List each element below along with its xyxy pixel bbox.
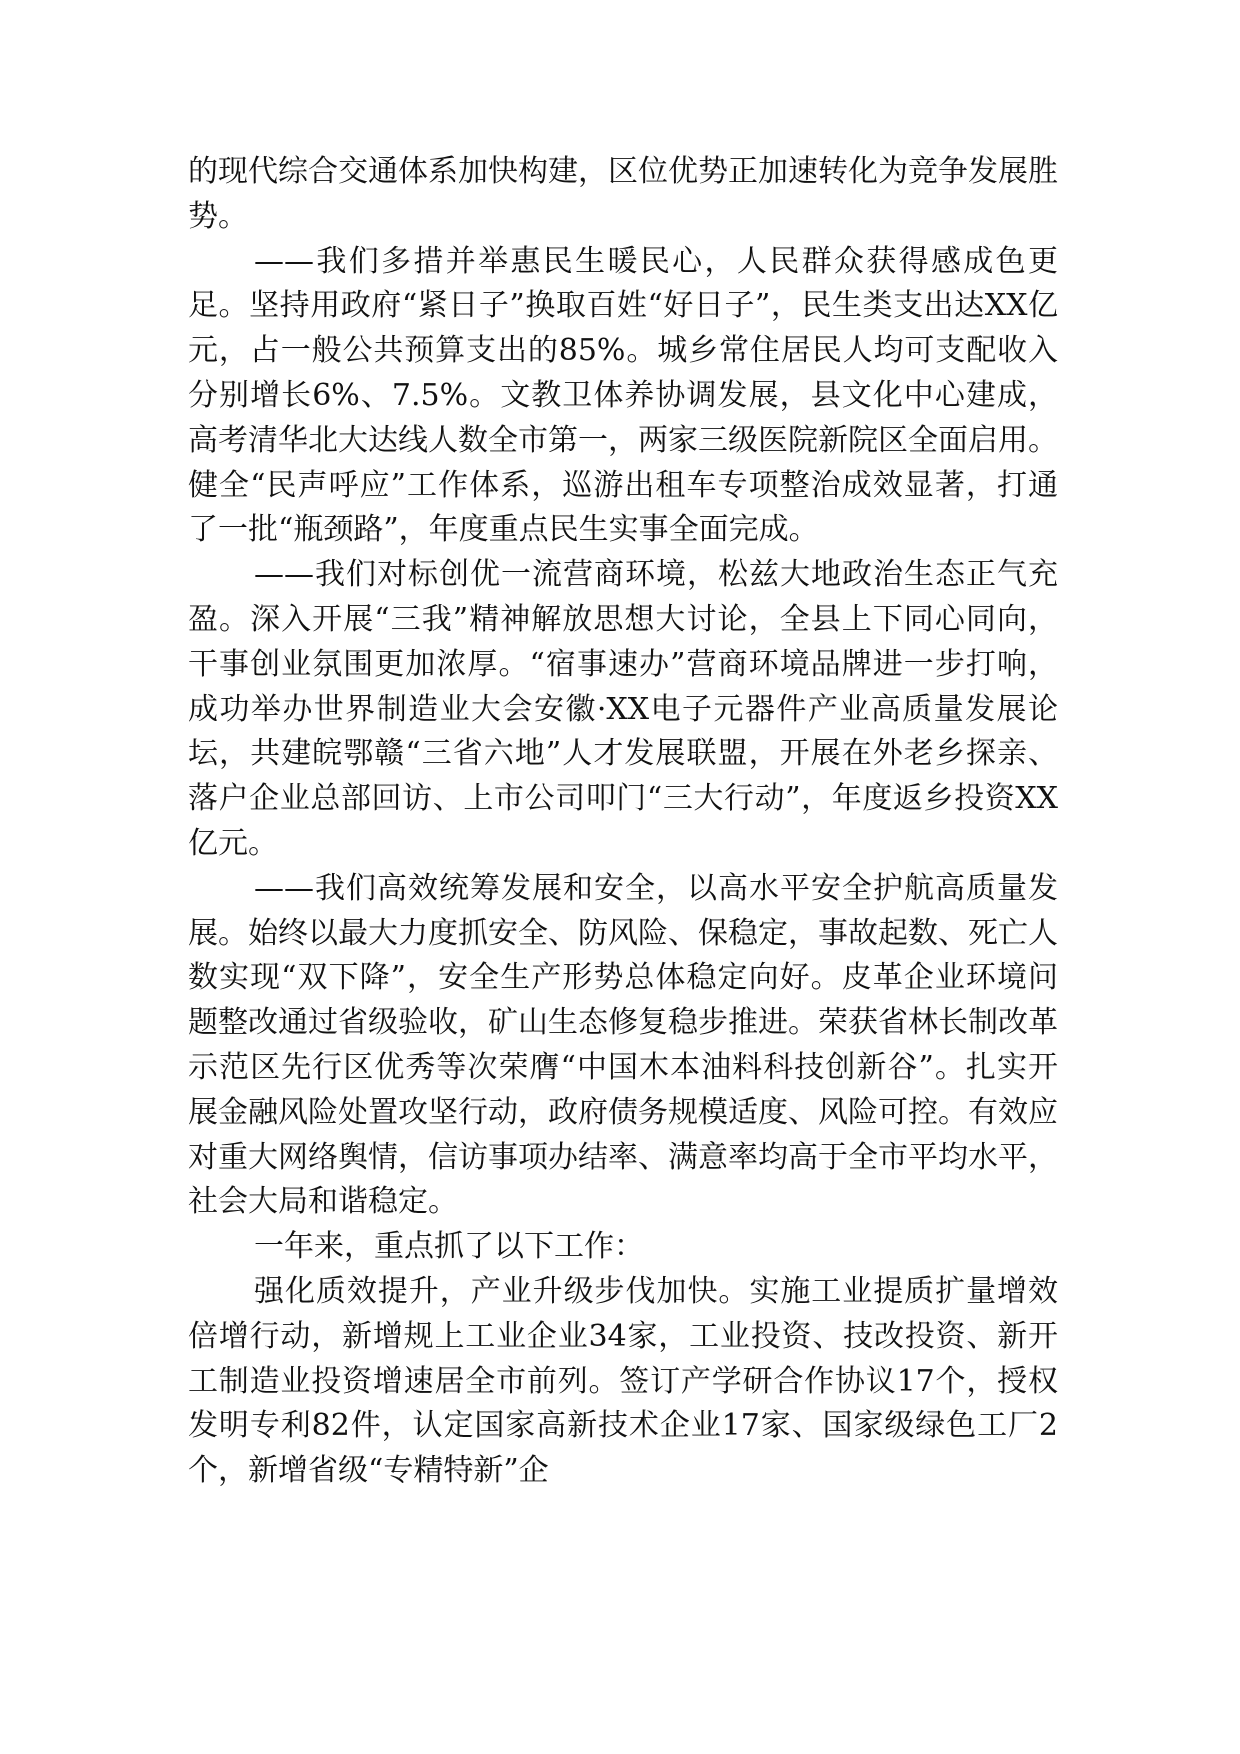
paragraph-2: ——我们多措并举惠民生暖民心，人民群众获得感成色更足。坚持用政府“紧日子”换取百姓“好日子”，民生类支出达XX亿元，占一般公共预算支出的85%。城乡常住居民人均可支配收入分别增长6%、7.5%。文教卫体养协调发展，县文化中心建成，高考清华北大达线人数全市第一，两家三级医院新院区全面启用。健全“民声呼应”工作体系，巡游出租车专项整治成效显著，打通了一批“瓶颈路”，年度重点民生实事全面完成。 xyxy=(188,243,1058,548)
paragraph-5: 一年来，重点抓了以下工作： xyxy=(254,1229,644,1265)
body-text xyxy=(188,150,1058,1494)
paragraph-4: ——我们高效统筹发展和安全，以高水平安全护航高质量发展。始终以最大力度抓安全、防风险、保稳定，事故起数、死亡人数实现“双下降”，安全生产形势总体稳定向好。皮革企业环境问题整改通过省级验收，矿山生态修复稳步推进。荣获省林长制改革示范区先行区优秀等次荣膺“中国木本油料科技创新谷”。扎实开展金融风险处置攻坚行动，政府债务规模适度、风险可控。有效应对重大网络舆情，信访事项办结率、满意率均高于全市平均水平，社会大局和谐稳定。 xyxy=(188,870,1058,1220)
paragraph-1: 的现代综合交通体系加快构建，区位优势正加速转化为竞争发展胜势。 xyxy=(188,154,1058,234)
paragraph-3: ——我们对标创优一流营商环境，松兹大地政治生态正气充盈。深入开展“三我”精神解放思想大讨论，全县上下同心同向，干事创业氛围更加浓厚。“宿事速办”营商环境品牌进一步打响，成功举办世界制造业大会安徽·XX电子元器件产业高质量发展论坛，共建皖鄂赣“三省六地”人才发展联盟，开展在外老乡探亲、落户企业总部回访、上市公司叩门“三大行动”，年度返乡投资XX亿元。 xyxy=(188,557,1058,861)
paragraph-6: 强化质效提升，产业升级步伐加快。实施工业提质扩量增效倍增行动，新增规上工业企业34家，工业投资、技改投资、新开工制造业投资增速居全市前列。签订产学研合作协议17个，授权发明专利82件，认定国家高新技术企业17家、国家级绿色工厂2个，新增省级“专精特新”企 xyxy=(188,1273,1058,1489)
